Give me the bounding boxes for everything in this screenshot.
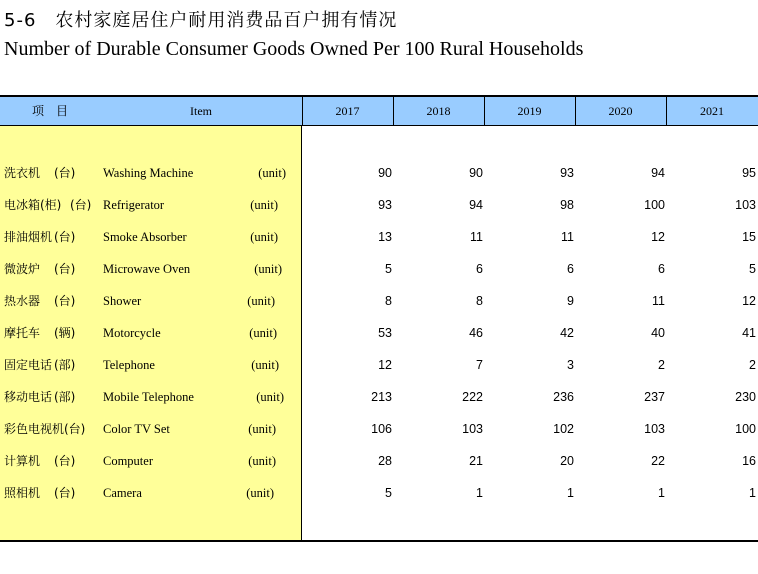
value-cell: 11 bbox=[652, 294, 665, 308]
item-name-en: Smoke Absorber bbox=[103, 230, 187, 244]
item-unit-cn: (台) bbox=[54, 262, 76, 276]
table-bottom-rule bbox=[0, 540, 758, 542]
value-cell: 2 bbox=[749, 358, 756, 372]
table-row bbox=[0, 163, 758, 183]
value-cell: 6 bbox=[567, 262, 574, 276]
item-name-cn: 计算机 bbox=[4, 454, 41, 468]
value-cell: 3 bbox=[567, 358, 574, 372]
value-cell: 1 bbox=[658, 486, 665, 500]
value-cell: 22 bbox=[651, 454, 665, 468]
item-unit-en: (unit) bbox=[249, 326, 277, 340]
table-title-cn: 5-6 农村家庭居住户耐用消费品百户拥有情况 bbox=[4, 10, 398, 31]
value-cell: 100 bbox=[735, 422, 756, 436]
value-cell: 5 bbox=[385, 262, 392, 276]
table-row bbox=[0, 323, 758, 343]
item-name-cn: 洗衣机 bbox=[4, 166, 41, 180]
value-cell: 93 bbox=[378, 198, 392, 212]
item-name-en: Microwave Oven bbox=[103, 262, 191, 276]
table-row bbox=[0, 483, 758, 503]
value-cell: 102 bbox=[553, 422, 574, 436]
value-cell: 100 bbox=[644, 198, 665, 212]
item-name-en: Washing Machine bbox=[103, 166, 194, 180]
value-cell: 93 bbox=[560, 166, 574, 180]
item-name-en: Color TV Set bbox=[103, 422, 170, 436]
item-unit-en: (unit) bbox=[250, 230, 278, 244]
table-row bbox=[0, 195, 758, 215]
table-title-en: Number of Durable Consumer Goods Owned Per 100 Rural Households bbox=[4, 38, 584, 60]
header-item-cn: 项 目 bbox=[31, 104, 68, 118]
item-unit-en: (unit) bbox=[254, 262, 282, 276]
item-name-cn: 摩托车 bbox=[4, 326, 41, 340]
value-cell: 236 bbox=[553, 390, 574, 404]
value-cell: 13 bbox=[378, 230, 392, 244]
value-cell: 106 bbox=[371, 422, 392, 436]
table-row bbox=[0, 387, 758, 407]
table-row bbox=[0, 227, 758, 247]
value-cell: 237 bbox=[644, 390, 665, 404]
value-cell: 2 bbox=[658, 358, 665, 372]
value-cell: 12 bbox=[742, 294, 756, 308]
item-name-cn: 排油烟机 bbox=[4, 230, 53, 244]
value-cell: 15 bbox=[742, 230, 756, 244]
table-row bbox=[0, 291, 758, 311]
table-header bbox=[0, 95, 758, 126]
value-cell: 95 bbox=[742, 166, 756, 180]
value-cell: 6 bbox=[476, 262, 483, 276]
value-cell: 103 bbox=[462, 422, 483, 436]
value-cell: 103 bbox=[735, 198, 756, 212]
value-cell: 11 bbox=[470, 230, 483, 244]
item-unit-cn: (台) bbox=[70, 198, 92, 212]
item-name-cn: 热水器 bbox=[4, 294, 41, 308]
value-cell: 222 bbox=[462, 390, 483, 404]
value-cell: 94 bbox=[651, 166, 665, 180]
value-cell: 6 bbox=[658, 262, 665, 276]
value-cell: 98 bbox=[560, 198, 574, 212]
value-cell: 8 bbox=[476, 294, 483, 308]
item-name-cn: 电冰箱(柜) bbox=[4, 198, 62, 212]
header-year-2021: 2021 bbox=[700, 104, 724, 118]
value-cell: 1 bbox=[476, 486, 483, 500]
item-name-cn: 彩色电视机 bbox=[4, 422, 65, 436]
table-row bbox=[0, 355, 758, 375]
item-unit-en: (unit) bbox=[247, 294, 275, 308]
table-row bbox=[0, 419, 758, 439]
item-unit-cn: (部) bbox=[54, 390, 76, 404]
value-cell: 16 bbox=[742, 454, 756, 468]
item-unit-en: (unit) bbox=[251, 358, 279, 372]
header-year-2017: 2017 bbox=[335, 104, 360, 118]
item-name-en: Shower bbox=[103, 294, 142, 308]
item-unit-cn: (台) bbox=[54, 486, 76, 500]
value-cell: 230 bbox=[735, 390, 756, 404]
item-name-en: Telephone bbox=[103, 358, 155, 372]
value-cell: 5 bbox=[749, 262, 756, 276]
value-cell: 9 bbox=[567, 294, 574, 308]
item-unit-en: (unit) bbox=[250, 198, 278, 212]
item-name-en: Motorcycle bbox=[103, 326, 161, 340]
value-cell: 12 bbox=[378, 358, 392, 372]
value-cell: 28 bbox=[378, 454, 392, 468]
item-unit-en: (unit) bbox=[256, 390, 284, 404]
table-row bbox=[0, 451, 758, 471]
value-cell: 94 bbox=[469, 198, 483, 212]
item-unit-cn: (台) bbox=[54, 294, 76, 308]
header-year-2020: 2020 bbox=[608, 104, 633, 118]
value-cell: 20 bbox=[560, 454, 574, 468]
item-unit-cn: (台) bbox=[54, 230, 76, 244]
value-cell: 1 bbox=[567, 486, 574, 500]
table-row bbox=[0, 259, 758, 279]
value-cell: 53 bbox=[378, 326, 392, 340]
header-year-2018: 2018 bbox=[426, 104, 451, 118]
item-name-cn: 固定电话 bbox=[4, 358, 53, 372]
item-name-en: Mobile Telephone bbox=[103, 390, 194, 404]
value-cell: 213 bbox=[371, 390, 392, 404]
item-unit-cn: (辆) bbox=[54, 326, 76, 340]
item-unit-cn: (台) bbox=[64, 422, 86, 436]
value-cell: 8 bbox=[385, 294, 392, 308]
item-unit-en: (unit) bbox=[248, 422, 276, 436]
item-unit-cn: (台) bbox=[54, 454, 76, 468]
header-item-en: Item bbox=[190, 104, 212, 118]
header-year-2019: 2019 bbox=[517, 104, 542, 118]
value-cell: 41 bbox=[742, 326, 756, 340]
item-unit-en: (unit) bbox=[258, 166, 286, 180]
value-cell: 103 bbox=[644, 422, 665, 436]
item-name-en: Refrigerator bbox=[103, 198, 165, 212]
item-name-en: Camera bbox=[103, 486, 142, 500]
item-name-cn: 照相机 bbox=[4, 486, 41, 500]
value-cell: 12 bbox=[651, 230, 665, 244]
value-cell: 5 bbox=[385, 486, 392, 500]
value-cell: 40 bbox=[651, 326, 665, 340]
value-cell: 46 bbox=[469, 326, 483, 340]
value-cell: 21 bbox=[469, 454, 483, 468]
value-cell: 1 bbox=[749, 486, 756, 500]
value-cell: 7 bbox=[476, 358, 483, 372]
item-name-en: Computer bbox=[103, 454, 153, 468]
item-name-cn: 移动电话 bbox=[4, 390, 53, 404]
value-cell: 42 bbox=[560, 326, 574, 340]
value-cell: 11 bbox=[561, 230, 574, 244]
item-unit-en: (unit) bbox=[248, 454, 276, 468]
value-cell: 90 bbox=[469, 166, 483, 180]
item-unit-cn: (台) bbox=[54, 166, 76, 180]
value-cell: 90 bbox=[378, 166, 392, 180]
item-name-cn: 微波炉 bbox=[4, 262, 41, 276]
item-unit-cn: (部) bbox=[54, 358, 76, 372]
item-unit-en: (unit) bbox=[246, 486, 274, 500]
